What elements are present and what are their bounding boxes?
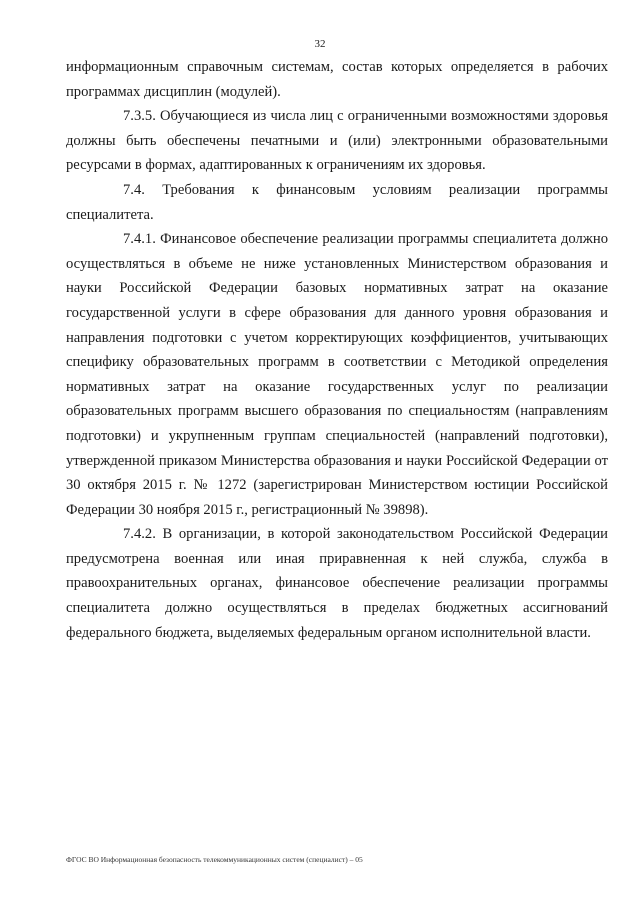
paragraph-7-3-5: 7.3.5. Обучающиеся из числа лиц с ограниченными возможностями здоровья должны быть обеспечены печатными и (или) электронными образовательными ресурсами в формах, адаптированных к ограничениям их здоровья. <box>66 108 608 174</box>
page-footer: ФГОС ВО Информационная безопасность телекоммуникационных систем (специалист) – 05 <box>66 855 363 864</box>
document-body <box>66 55 608 645</box>
paragraph-7-4-1: 7.4.1. Финансовое обеспечение реализации программы специалитета должно осуществляться в объеме не ниже установленных Министерством образования и науки Российской Федерации базовых нормативных затрат на оказание государственной услуги в сфере образования для данного уровня образования и направления подготовки с учетом корректирующих коэффициентов, учитывающих специфику образовательных программ в соответствии с Методикой определения нормативных затрат на оказание государственных услуг по реализации образовательных программ высшего образования по специальностям (направлениям подготовки) и укрупненным группам специальностей (направлений подготовки), утвержденной приказом Министерства образования и науки Российской Федерации от 30 октября 2015 г. № 1272 (зарегистрирован Министерством юстиции Российской Федерации 30 ноября 2015 г., регистрационный № 39898). <box>66 231 608 518</box>
paragraph-7-4-2: 7.4.2. В организации, в которой законодательством Российской Федерации предусмотрена военная или иная приравненная к ней служба, служба в правоохранительных органах, финансовое обеспечение реализации программы специалитета должно осуществляться в пределах бюджетных ассигнований федерального бюджета, выделяемых федеральным органом исполнительной власти. <box>66 526 608 641</box>
page-number: 32 <box>314 38 326 50</box>
paragraph-continuation: информационным справочным системам, состав которых определяется в рабочих программах дисциплин (модулей). <box>66 59 608 100</box>
paragraph-7-4: 7.4. Требования к финансовым условиям реализации программы специалитета. <box>66 181 608 223</box>
